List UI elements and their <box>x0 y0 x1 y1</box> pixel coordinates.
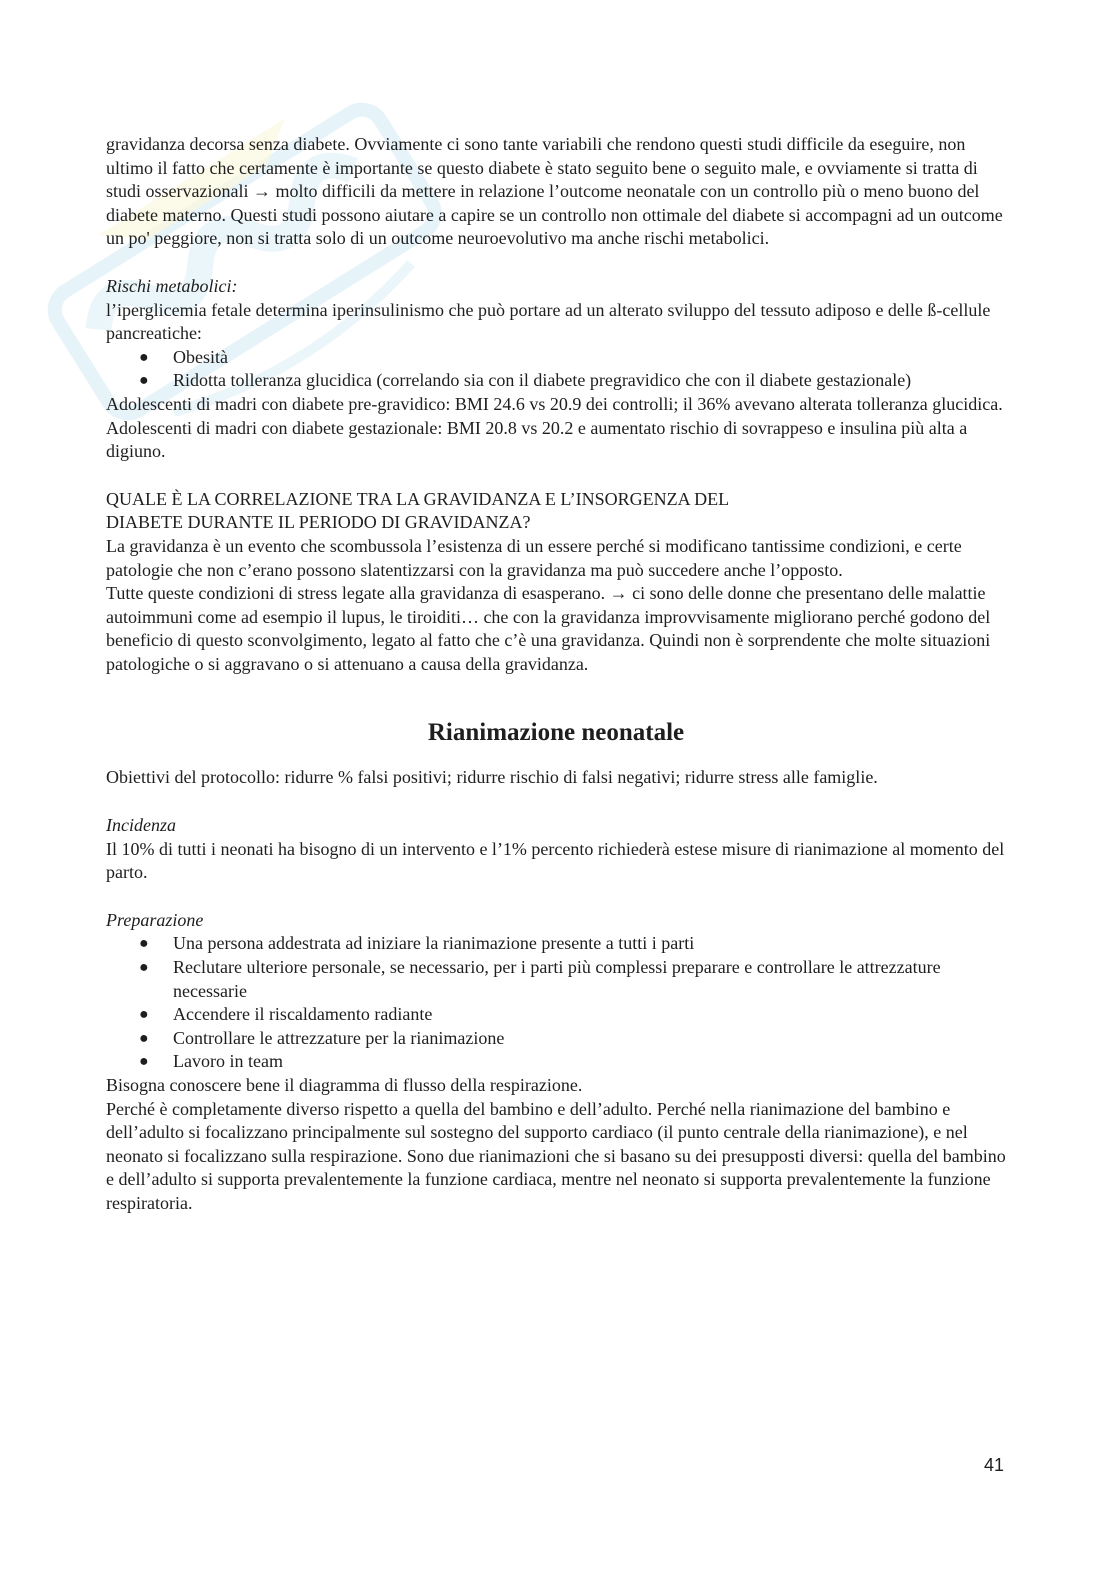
page-number: 41 <box>983 1455 1004 1475</box>
incidence-paragraph: Il 10% di tutti i neonati ha bisogno di un intervento e l’1% percento richiederà estese misure di rianimazione al momento del parto. <box>106 838 1005 883</box>
correlation-heading-line2: DIABETE DURANTE IL PERIODO DI GRAVIDANZA? <box>106 512 531 533</box>
closing-paragraph: Perché è completamente diverso rispetto a quella del bambino e dell’adulto. Perché nella rianimazione del bambino e dell’adulto si focalizzano principalmente sul sostegno del supporto cardiaco (il punto centrale della rianimazione), e nel neonato si focalizzano sulla respirazione. Sono due rianimazioni che si basano su dei presupposti diversi: quella del bambino e dell’adulto si supporta prevalentemente la funzione cardiaca, mentre nel neonato si supporta prevalentemente la funzione respiratoria. <box>106 1098 1006 1213</box>
document-page <box>106 133 1006 1216</box>
metabolic-heading: Rischi metabolici: <box>106 275 238 296</box>
bullet-icon: ● <box>139 935 149 953</box>
list-item: ● Obesità <box>106 346 1006 370</box>
bullet-icon: ● <box>139 1029 149 1047</box>
preparation-heading: Preparazione <box>106 909 204 930</box>
section-title: Rianimazione neonatale <box>427 719 685 747</box>
correlation-paragraph-1: La gravidanza è un evento che scombussola l’esistenza di un essere perché si modificano tantissime condizioni, e certe patologie che non c’erano possono slatentizzarsi con la gravidanza ma può succedere anche l’opposto. <box>106 535 962 580</box>
bullet-icon: ● <box>139 1053 149 1071</box>
pregravid-paragraph: Adolescenti di madri con diabete pre-gravidico: BMI 24.6 vs 20.9 dei controlli; il 36% avevano alterata tolleranza glucidica. <box>106 393 1003 414</box>
list-item: ● Una persona addestrata ad iniziare la rianimazione presente a tutti i parti <box>106 932 1006 956</box>
metabolic-lead: l’iperglicemia fetale determina iperinsulinismo che può portare ad un alterato sviluppo del tessuto adiposo e delle ß-cellule pancreatiche: <box>106 299 991 344</box>
flow-paragraph: Bisogna conoscere bene il diagramma di flusso della respirazione. <box>106 1075 583 1095</box>
list-item: ● Reclutare ulteriore personale, se necessario, per i parti più complessi preparare e controllare le attrezzature necessarie <box>139 957 941 1001</box>
correlation-heading-line1: QUALE È LA CORRELAZIONE TRA LA GRAVIDANZA E L’INSORGENZA DEL <box>106 488 730 509</box>
incidence-heading: Incidenza <box>106 815 176 836</box>
list-item: ● Ridotta tolleranza glucidica (correlando sia con il diabete pregravidico che con il diabete gestazionale) <box>106 369 1006 393</box>
list-item: ● Lavoro in team <box>106 1050 1006 1074</box>
list-item: ● Accendere il riscaldamento radiante <box>106 1003 1006 1027</box>
objectives-paragraph: Obiettivi del protocollo: ridurre % falsi positivi; ridurre rischio di falsi negativi; ridurre stress alle famiglie. <box>106 767 878 788</box>
intro-paragraph: gravidanza decorsa senza diabete. Ovviamente ci sono tante variabili che rendono questi studi difficile da eseguire, non ultimo il fatto che certamente è importante se questo diabete è stato seguito bene o seguito male, e ovviamente si tratta di studi osservazionali → molto difficili da mettere in relazione l’outcome neonatale con un controllo più o meno buono del diabete materno. Questi studi possono aiutare a capire se un controllo non ottimale del diabete si accompagni ad un outcome un po' peggiore, non si tratta solo di un outcome neuroevolutivo ma anche rischi metabolici. <box>106 134 1003 249</box>
bullet-icon: ● <box>139 959 149 977</box>
gestational-paragraph: Adolescenti di madri con diabete gestazionale: BMI 20.8 vs 20.2 e aumentato rischio di sovrappeso e insulina più alta a digiuno. <box>106 417 968 462</box>
preparation-bullet-list <box>106 932 1006 1074</box>
metabolic-bullet-list <box>106 346 1006 393</box>
bullet-icon: ● <box>139 348 149 366</box>
bullet-icon: ● <box>139 372 149 390</box>
correlation-paragraph-2: Tutte queste condizioni di stress legate alla gravidanza di esasperano. → ci sono delle donne che presentano delle malattie autoimmuni come ad esempio il lupus, le tiroiditi… che con la gravidanza improvvisamente migliorano perché godono del beneficio di questo sconvolgimento, legato al fatto che c’è una gravidanza. Quindi non è sorprendente che molte situazioni patologiche o si aggravano o si attenuano a causa della gravidanza. <box>106 583 991 674</box>
list-item: ● Controllare le attrezzature per la rianimazione <box>106 1027 1006 1051</box>
bullet-icon: ● <box>139 1006 149 1024</box>
